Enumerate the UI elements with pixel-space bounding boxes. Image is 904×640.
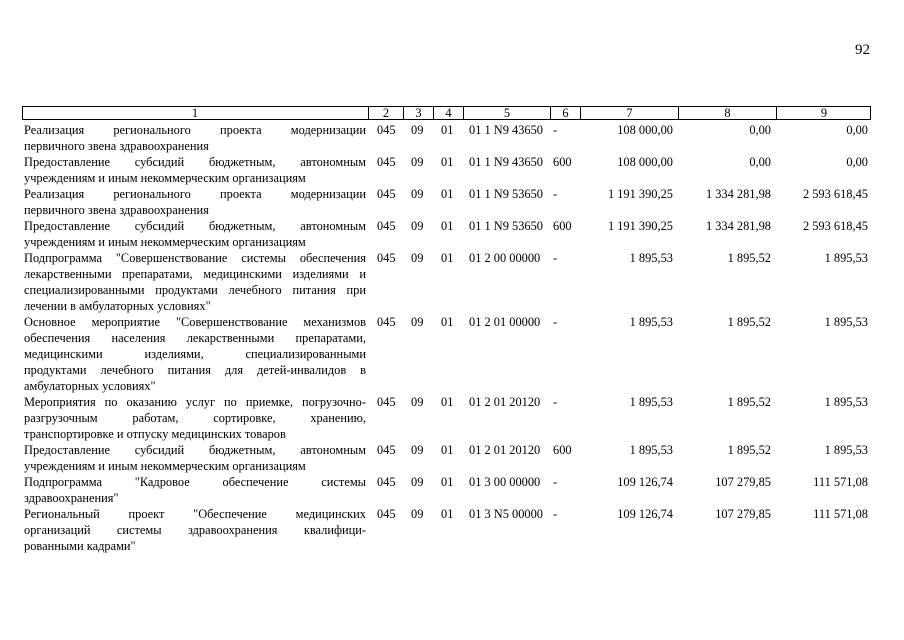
row-name-line: транспортировке и отпуску медицинских товаров: [24, 427, 286, 441]
row-name: [24, 122, 366, 154]
amount-col-8: 0,00: [749, 155, 771, 169]
budget-table: [0, 122, 904, 554]
subsection-code: 01: [441, 251, 454, 265]
amount-col-7: 1 191 390,25: [607, 219, 673, 233]
row-name-line: обеспечения населения лекарственными препаратами,: [24, 331, 366, 345]
ministry-code: 045: [377, 395, 396, 409]
row-name-line: здравоохранения": [24, 491, 119, 505]
target-article-code: 01 3 N5 00000: [469, 507, 543, 521]
row-name: [24, 186, 366, 218]
amount-col-7: 108 000,00: [617, 155, 673, 169]
amount-col-8: 1 895,52: [727, 315, 771, 329]
header-col-9: 9: [776, 107, 871, 119]
row-name-line: первичного звена здравоохранения: [24, 203, 209, 217]
row-name: [24, 394, 366, 442]
row-name-line: Предоставление субсидий бюджетным, автономным: [24, 219, 366, 233]
amount-col-9: 1 895,53: [824, 251, 868, 265]
table-row: [0, 154, 904, 186]
amount-col-7: 1 895,53: [629, 395, 673, 409]
header-col-4: 4: [433, 107, 463, 119]
header-col-8: 8: [678, 107, 776, 119]
row-name-line: продуктами лечебного питания для детей-инвалидов в: [24, 363, 366, 377]
target-article-code: 01 1 N9 53650: [469, 187, 543, 201]
expense-type-code: 600: [553, 219, 572, 233]
ministry-code: 045: [377, 475, 396, 489]
ministry-code: 045: [377, 187, 396, 201]
header-col-5: 5: [463, 107, 550, 119]
section-code: 09: [411, 395, 424, 409]
subsection-code: 01: [441, 187, 454, 201]
row-name-line: разгрузочным работам, сортировке, хранению,: [24, 411, 366, 425]
expense-type-code: -: [553, 251, 558, 265]
row-name-line: Мероприятия по оказанию услуг по приемке, погрузочно-: [24, 395, 366, 409]
target-article-code: 01 2 01 00000: [469, 315, 541, 329]
target-article-code: 01 2 01 20120: [469, 395, 541, 409]
amount-col-7: 1 191 390,25: [607, 187, 673, 201]
target-article-code: 01 1 N9 43650: [469, 155, 543, 169]
header-col-2: 2: [368, 107, 403, 119]
row-name-line: специализированными продуктами лечебного питания при: [24, 283, 366, 297]
row-name-line: Реализация регионального проекта модернизации: [24, 123, 366, 137]
amount-col-9: 111 571,08: [813, 475, 868, 489]
amount-col-9: 0,00: [846, 155, 868, 169]
amount-col-8: 1 334 281,98: [705, 187, 771, 201]
row-name: [24, 218, 366, 250]
amount-col-7: 109 126,74: [617, 475, 673, 489]
subsection-code: 01: [441, 507, 454, 521]
row-name-line: лечении в амбулаторных условиях": [24, 299, 211, 313]
section-code: 09: [411, 507, 424, 521]
row-name-line: учреждениям и иным некоммерческим организациям: [24, 235, 306, 249]
section-code: 09: [411, 315, 424, 329]
table-row: [0, 506, 904, 554]
table-row: [0, 474, 904, 506]
table-header: [22, 106, 871, 120]
header-col-6: 6: [550, 107, 580, 119]
subsection-code: 01: [441, 395, 454, 409]
row-name-line: Подпрограмма "Совершенствование системы обеспечения: [24, 251, 366, 265]
header-col-3: 3: [403, 107, 433, 119]
amount-col-7: 1 895,53: [629, 443, 673, 457]
amount-col-9: 111 571,08: [813, 507, 868, 521]
amount-col-8: 0,00: [749, 123, 771, 137]
row-name-line: медицинскими изделиями, специализированными: [24, 347, 366, 361]
target-article-code: 01 1 N9 53650: [469, 219, 543, 233]
section-code: 09: [411, 123, 424, 137]
amount-col-9: 2 593 618,45: [802, 187, 868, 201]
row-name: [24, 314, 366, 394]
amount-col-8: 1 895,52: [727, 395, 771, 409]
expense-type-code: -: [553, 187, 558, 201]
ministry-code: 045: [377, 315, 396, 329]
expense-type-code: 600: [553, 155, 572, 169]
section-code: 09: [411, 187, 424, 201]
amount-col-7: 109 126,74: [617, 507, 673, 521]
ministry-code: 045: [377, 507, 396, 521]
table-row: [0, 250, 904, 314]
row-name-line: рованными кадрами": [24, 539, 136, 553]
table-row: [0, 394, 904, 442]
amount-col-9: 2 593 618,45: [802, 219, 868, 233]
amount-col-8: 1 895,52: [727, 251, 771, 265]
section-code: 09: [411, 219, 424, 233]
subsection-code: 01: [441, 123, 454, 137]
header-col-7: 7: [580, 107, 678, 119]
amount-col-8: 107 279,85: [715, 475, 771, 489]
target-article-code: 01 2 00 00000: [469, 251, 541, 265]
expense-type-code: -: [553, 395, 558, 409]
subsection-code: 01: [441, 155, 454, 169]
section-code: 09: [411, 251, 424, 265]
amount-col-9: 1 895,53: [824, 395, 868, 409]
page-number: 92: [855, 42, 870, 58]
row-name-line: учреждениям и иным некоммерческим организациям: [24, 459, 306, 473]
table-row: [0, 314, 904, 394]
row-name-line: Реализация регионального проекта модернизации: [24, 187, 366, 201]
expense-type-code: -: [553, 123, 558, 137]
table-row: [0, 122, 904, 154]
amount-col-9: 0,00: [846, 123, 868, 137]
target-article-code: 01 3 00 00000: [469, 475, 541, 489]
table-row: [0, 218, 904, 250]
amount-col-9: 1 895,53: [824, 443, 868, 457]
amount-col-8: 107 279,85: [715, 507, 771, 521]
subsection-code: 01: [441, 443, 454, 457]
row-name-line: амбулаторных условиях": [24, 379, 156, 393]
row-name-line: организаций системы здравоохранения квалифици-: [24, 523, 366, 537]
ministry-code: 045: [377, 123, 396, 137]
amount-col-8: 1 895,52: [727, 443, 771, 457]
row-name: [24, 474, 366, 506]
row-name-line: Региональный проект "Обеспечение медицинских: [24, 507, 366, 521]
section-code: 09: [411, 443, 424, 457]
target-article-code: 01 2 01 20120: [469, 443, 541, 457]
subsection-code: 01: [441, 315, 454, 329]
amount-col-8: 1 334 281,98: [705, 219, 771, 233]
subsection-code: 01: [441, 475, 454, 489]
row-name-line: Подпрограмма "Кадровое обеспечение системы: [24, 475, 366, 489]
expense-type-code: -: [553, 475, 558, 489]
amount-col-7: 108 000,00: [617, 123, 673, 137]
row-name: [24, 250, 366, 314]
section-code: 09: [411, 155, 424, 169]
table-row: [0, 442, 904, 474]
row-name: [24, 154, 366, 186]
ministry-code: 045: [377, 155, 396, 169]
ministry-code: 045: [377, 219, 396, 233]
table-row: [0, 186, 904, 218]
row-name-line: учреждениям и иным некоммерческим организациям: [24, 171, 306, 185]
row-name-line: лекарственными препаратами, медицинскими изделиями и: [24, 267, 366, 281]
ministry-code: 045: [377, 443, 396, 457]
target-article-code: 01 1 N9 43650: [469, 123, 543, 137]
row-name: [24, 442, 366, 474]
ministry-code: 045: [377, 251, 396, 265]
amount-col-7: 1 895,53: [629, 315, 673, 329]
row-name-line: Основное мероприятие "Совершенствование механизмов: [24, 315, 366, 329]
row-name: [24, 506, 366, 554]
amount-col-7: 1 895,53: [629, 251, 673, 265]
expense-type-code: -: [553, 315, 558, 329]
section-code: 09: [411, 475, 424, 489]
row-name-line: Предоставление субсидий бюджетным, автономным: [24, 155, 366, 169]
expense-type-code: -: [553, 507, 558, 521]
header-col-1: 1: [191, 106, 199, 120]
row-name-line: первичного звена здравоохранения: [24, 139, 209, 153]
row-name-line: Предоставление субсидий бюджетным, автономным: [24, 443, 366, 457]
amount-col-9: 1 895,53: [824, 315, 868, 329]
subsection-code: 01: [441, 219, 454, 233]
expense-type-code: 600: [553, 443, 572, 457]
